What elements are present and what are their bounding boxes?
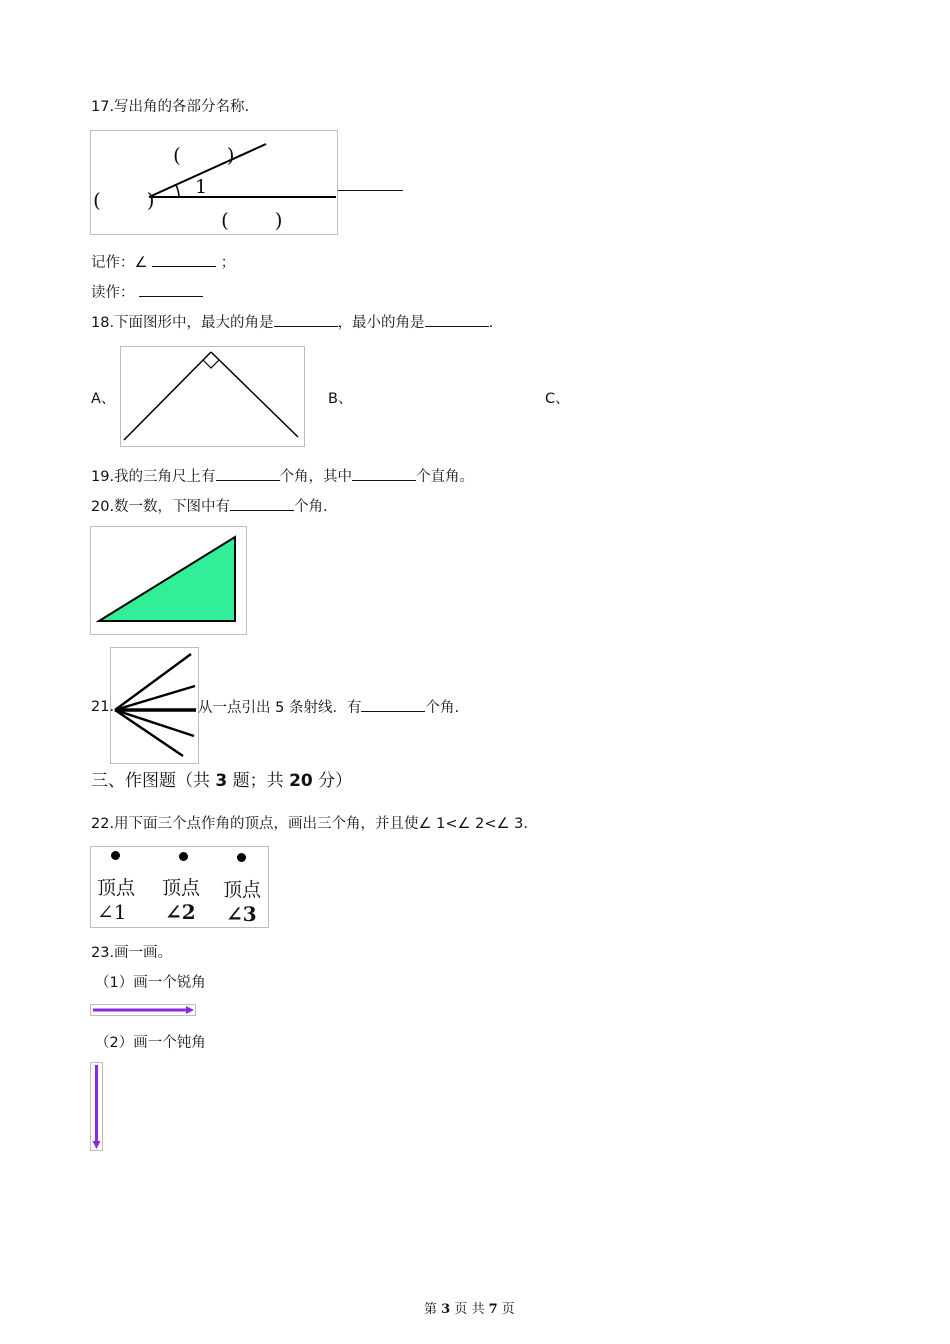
- vertex-dot-3: [237, 853, 246, 862]
- q19-title: [91, 466, 474, 487]
- q21-text-suffix: 个角.: [425, 700, 460, 716]
- option-b-label: B、: [328, 391, 353, 407]
- ray-arrowhead: [93, 1141, 101, 1149]
- angle-label-3: ∠3: [226, 902, 257, 926]
- smallest-angle-blank[interactable]: [425, 312, 489, 327]
- q17-title: 17.写出角的各部分名称.: [91, 99, 250, 115]
- q18-title: [91, 312, 493, 333]
- q21-count-blank[interactable]: [361, 697, 425, 712]
- label-side-top: ( ): [173, 143, 237, 167]
- q23-part1: （1）画一个锐角: [95, 975, 206, 991]
- option-a-figure: [120, 346, 305, 447]
- ray-5: [115, 710, 183, 756]
- footer-mid: 页 共: [450, 1302, 489, 1317]
- ray-4: [115, 710, 194, 736]
- section-3-heading: [91, 769, 352, 793]
- right-angle-left-side: [124, 352, 211, 440]
- q21-number: 21.: [91, 699, 115, 715]
- q20-text-suffix: 个角.: [294, 499, 328, 515]
- option-c-label: C、: [545, 391, 570, 407]
- q18-text-suffix: .: [488, 315, 494, 331]
- right-angle-mark: [203, 360, 219, 368]
- q21-text: [198, 697, 459, 718]
- obtuse-angle-ray-box: [90, 1062, 103, 1151]
- vertex-dot-1: [111, 851, 120, 860]
- q20-triangle-figure: [90, 526, 247, 635]
- footer-suffix: 页: [497, 1302, 515, 1317]
- horizontal-ray[interactable]: [91, 1005, 195, 1015]
- q22-title: 22.用下面三个点作角的顶点，画出三个角，并且使∠ 1<∠ 2<∠ 3.: [91, 816, 528, 832]
- right-angle-diagram: [121, 347, 304, 446]
- q20-text-prefix: 20.数一数，下图中有: [91, 499, 231, 515]
- total-pages: 7: [488, 1302, 498, 1317]
- vertex-label-3: 顶点: [223, 879, 262, 901]
- q17-write-as: [91, 252, 235, 273]
- q21-rays-figure: [110, 647, 199, 764]
- q19-text-suffix: 个直角。: [416, 469, 475, 485]
- largest-angle-blank[interactable]: [274, 312, 338, 327]
- angle-label-1: ∠1: [97, 900, 127, 924]
- q19-text-middle: 个角，其中: [279, 469, 353, 485]
- acute-angle-ray-box: [90, 1004, 196, 1016]
- angle-number-label: 1: [195, 176, 208, 198]
- vertex-label-2: 顶点: [162, 877, 201, 899]
- page-footer: [424, 1298, 515, 1317]
- section-title-suffix: 分）: [312, 771, 353, 791]
- green-triangle: [99, 537, 235, 621]
- ray-2: [115, 686, 195, 710]
- write-as-label: 记作：∠: [91, 255, 148, 271]
- q19-total-angles-blank[interactable]: [216, 466, 280, 481]
- q19-right-angles-blank[interactable]: [352, 466, 416, 481]
- label-vertex: ( ): [93, 188, 157, 212]
- ray-1: [115, 654, 191, 710]
- vertex-dot-2: [179, 852, 188, 861]
- vertical-ray[interactable]: [91, 1063, 102, 1150]
- five-rays-diagram: [111, 648, 198, 763]
- q17-read-as: [91, 282, 203, 303]
- q18-text-middle: ，最小的角是: [337, 315, 425, 331]
- read-as-label: 读作：: [91, 285, 135, 301]
- q17-answer-blank[interactable]: [338, 190, 403, 191]
- q20-title: [91, 496, 328, 517]
- section-title-mid: 题；共: [227, 771, 290, 791]
- q23-part2: （2）画一个钝角: [95, 1035, 206, 1051]
- option-a-label: A、: [91, 391, 116, 407]
- angle-label-2: ∠2: [165, 900, 196, 924]
- vertex-label-1: 顶点: [97, 877, 136, 899]
- right-angle-right-side: [211, 352, 298, 437]
- section-score: 20: [289, 771, 313, 791]
- q20-count-blank[interactable]: [230, 496, 294, 511]
- ray-arrowhead: [186, 1006, 194, 1014]
- write-as-blank[interactable]: [152, 252, 216, 267]
- q18-text-prefix: 18.下面图形中，最大的角是: [91, 315, 274, 331]
- triangle-diagram: [91, 527, 246, 634]
- label-side-bottom: ( ): [221, 208, 285, 232]
- current-page: 3: [441, 1302, 451, 1317]
- section-question-count: 3: [215, 771, 228, 791]
- q23-title: 23.画一画。: [91, 945, 173, 961]
- q17-angle-figure: [90, 130, 338, 235]
- write-as-suffix: ；: [220, 255, 236, 271]
- q19-text-prefix: 19.我的三角尺上有: [91, 469, 216, 485]
- read-as-blank[interactable]: [139, 282, 203, 297]
- footer-prefix: 第: [424, 1302, 442, 1317]
- q21-text-prefix: 从一点引出 5 条射线．有: [198, 700, 362, 716]
- q22-vertices-figure: [90, 846, 269, 928]
- section-title-prefix: 三、作图题（共: [91, 771, 216, 791]
- angle-arc: [176, 185, 179, 197]
